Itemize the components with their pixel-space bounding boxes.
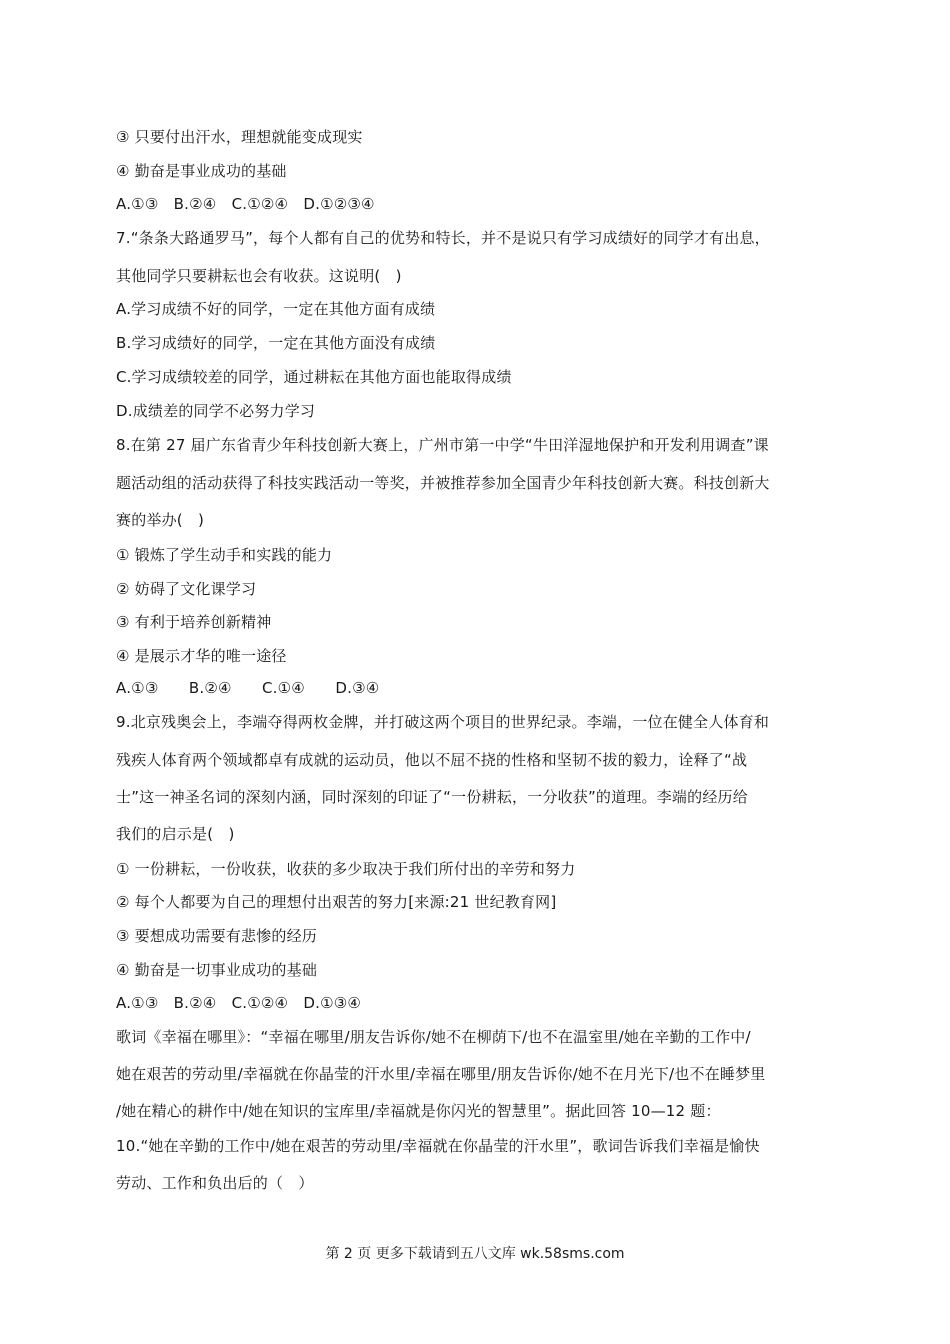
question-7-text: 7.“条条大路通罗马”，每个人都有自己的优势和特长，并不是说只有学习成绩好的同学才有出息， (116, 229, 770, 247)
option-line: ② 每个人都要为自己的理想付出艰苦的努力[来源:21 世纪教育网] (116, 893, 557, 911)
question-9-text: 我们的启示是( ) (116, 825, 235, 843)
question-8-text: 赛的举办( ) (116, 511, 205, 529)
option-line: ① 一份耕耘，一份收获，收获的多少取决于我们所付出的辛劳和努力 (116, 860, 576, 878)
option-line: ④ 勤奋是事业成功的基础 (116, 162, 287, 180)
answer-choices: A.①③ B.②④ C.①④ D.③④ (116, 679, 380, 697)
question-8-text: 题活动组的活动获得了科技实践活动一等奖，并被推荐参加全国青少年科技创新大赛。科技创新大 (116, 474, 770, 492)
option-line: ③ 要想成功需要有悲惨的经历 (116, 927, 318, 945)
option-line: ③ 有利于培养创新精神 (116, 613, 272, 631)
lyrics-passage: 她在艰苦的劳动里/幸福就在你晶莹的汗水里/幸福在哪里/朋友告诉你/她不在月光下/也不在睡梦里 (116, 1065, 766, 1083)
question-9-text: 9.北京残奥会上，李端夺得两枚金牌，并打破这两个项目的世界纪录。李端，一位在健全人体育和 (116, 713, 770, 731)
question-9-text: 残疾人体育两个领域都卓有成就的运动员，他以不屈不挠的性格和坚韧不拔的毅力，诠释了“战 (116, 751, 748, 769)
lyrics-passage: /她在精心的耕作中/她在知识的宝库里/幸福就是你闪光的智慧里”。据此回答 10—12 题： (116, 1102, 721, 1120)
question-7-option-d: D.成绩差的同学不必努力学习 (116, 402, 316, 420)
option-line: ② 妨碍了文化课学习 (116, 580, 257, 598)
question-7-option-b: B.学习成绩好的同学，一定在其他方面没有成绩 (116, 334, 436, 352)
question-8-text: 8.在第 27 届广东省青少年科技创新大赛上，广州市第一中学“牛田洋湿地保护和开发利用调查”课 (116, 436, 769, 454)
page-footer: 第 2 页 更多下载请到五八文库 wk.58sms.com (325, 1246, 625, 1262)
option-line: ④ 是展示才华的唯一途径 (116, 647, 287, 665)
question-10-text: 10.“她在辛勤的工作中/她在艰苦的劳动里/幸福就在你晶莹的汗水里”，歌词告诉我们幸福是愉快 (116, 1137, 760, 1155)
question-9-text: 士”这一神圣名词的深刻内涵，同时深刻的印证了“一份耕耘，一分收获”的道理。李端的经历给 (116, 788, 748, 806)
question-7-option-c: C.学习成绩较差的同学，通过耕耘在其他方面也能取得成绩 (116, 368, 512, 386)
answer-choices: A.①③ B.②④ C.①②④ D.①③④ (116, 994, 362, 1012)
question-10-text: 劳动、工作和负出后的（ ） (116, 1174, 314, 1192)
option-line: ③ 只要付出汗水，理想就能变成现实 (116, 128, 363, 146)
question-7-option-a: A.学习成绩不好的同学，一定在其他方面有成绩 (116, 300, 436, 318)
lyrics-passage: 歌词《幸福在哪里》：“幸福在哪里/朋友告诉你/她不在柳荫下/也不在温室里/她在辛勤的工作中/ (116, 1028, 751, 1046)
option-line: ① 锻炼了学生动手和实践的能力 (116, 546, 333, 564)
answer-choices: A.①③ B.②④ C.①②④ D.①②③④ (116, 195, 375, 213)
question-7-text: 其他同学只要耕耘也会有收获。这说明( ) (116, 267, 402, 285)
option-line: ④ 勤奋是一切事业成功的基础 (116, 961, 318, 979)
